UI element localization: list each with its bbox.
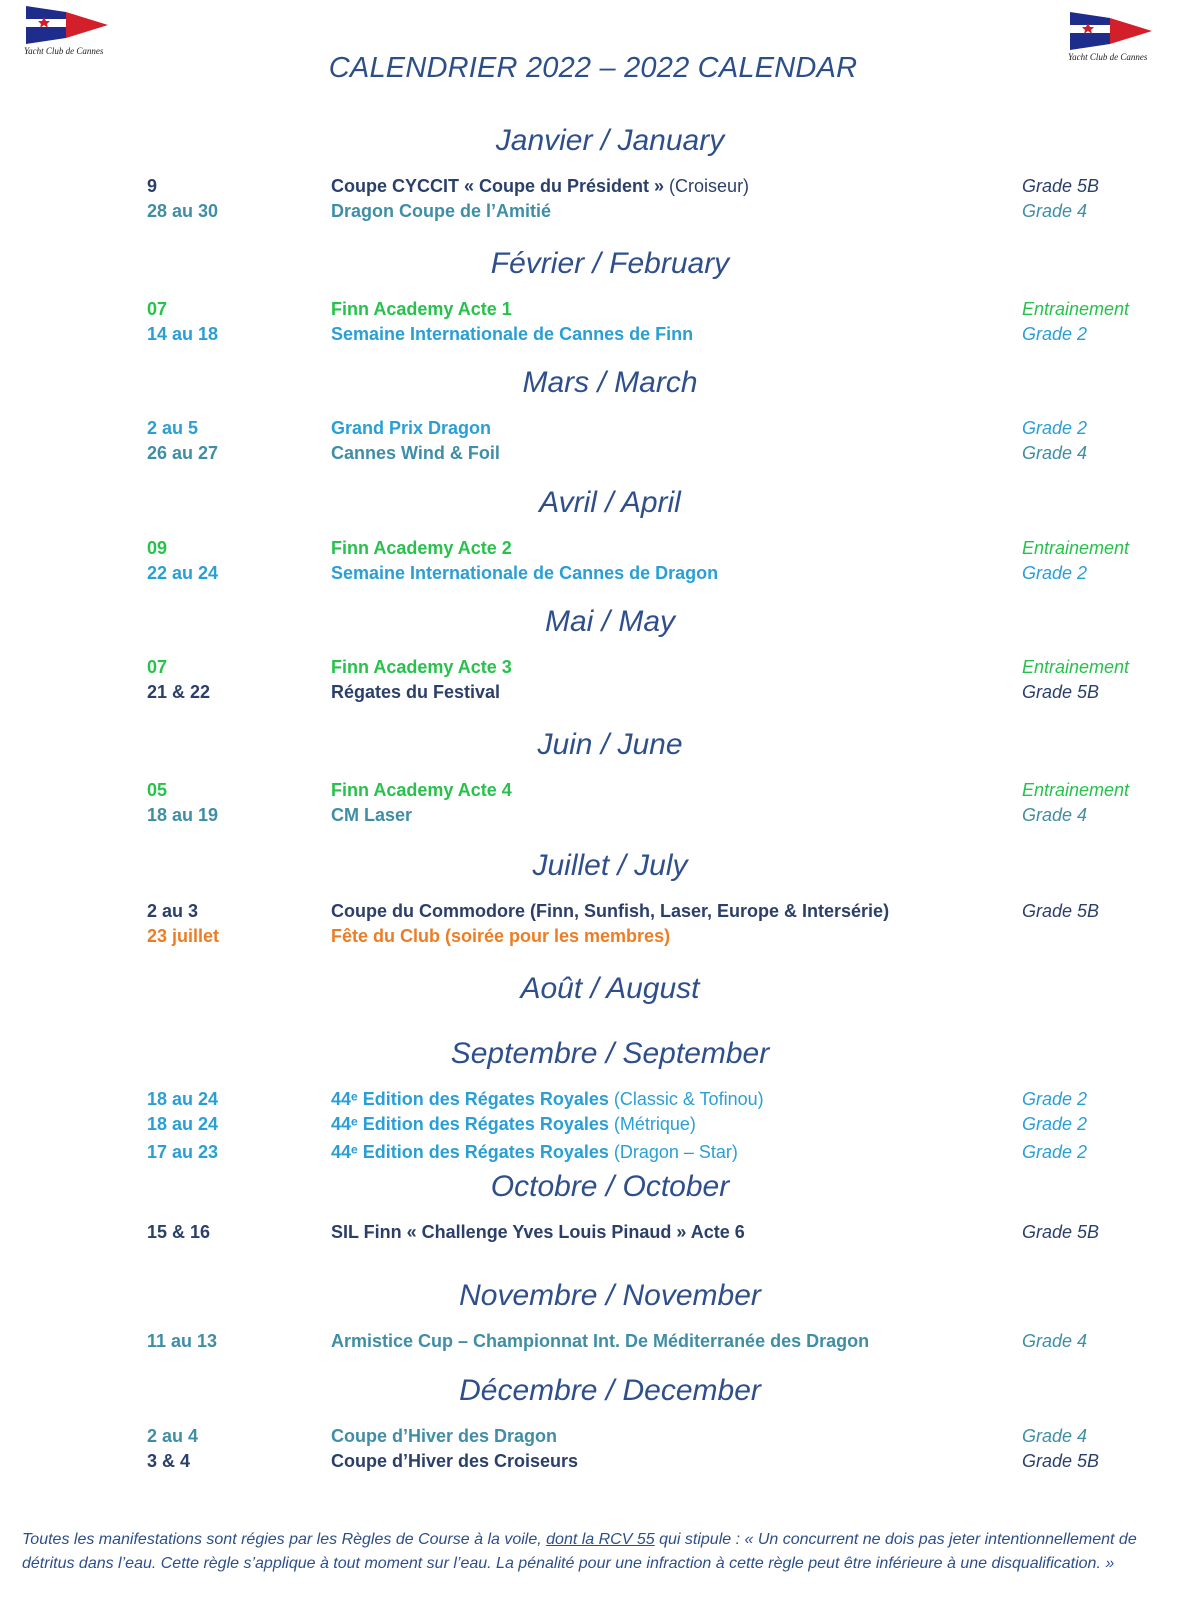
- event-name: [331, 536, 512, 560]
- event-note: (Croiseur): [664, 176, 750, 196]
- event-grade: Grade 2: [1022, 563, 1088, 583]
- event-grade: Grade 2: [1022, 1114, 1088, 1134]
- event-date: 28 au 30: [147, 201, 219, 221]
- event-title: SIL Finn « Challenge Yves Louis Pinaud » Acte 6: [331, 1222, 745, 1242]
- event-title: Coupe du Commodore (Finn, Sunfish, Laser, Europe & Intersérie): [331, 901, 890, 921]
- event-date: 2 au 3: [147, 901, 199, 921]
- event-title: Armistice Cup – Championnat Int. De Méditerranée des Dragon: [331, 1331, 870, 1351]
- event-row: [0, 924, 1186, 948]
- event-grade: Grade 5B: [1022, 682, 1100, 702]
- burgee-flag-icon: [24, 4, 110, 44]
- event-title: 44ᵉ Edition des Régates Royales: [331, 1089, 609, 1109]
- event-title: Régates du Festival: [331, 682, 501, 702]
- month-heading: Septembre / September: [450, 1037, 770, 1070]
- page-title: CALENDRIER 2022 – 2022 CALENDAR: [328, 52, 858, 84]
- event-row: [0, 899, 1186, 923]
- event-date: 17 au 23: [147, 1142, 219, 1162]
- event-note: (Classic & Tofinou): [608, 1089, 764, 1109]
- event-date: 15 & 16: [147, 1222, 211, 1242]
- event-date: 09: [147, 538, 168, 558]
- event-row: [0, 174, 1186, 198]
- event-date: 11 au 13: [147, 1331, 218, 1351]
- event-title: 44ᵉ Edition des Régates Royales: [331, 1114, 609, 1134]
- event-date: 22 au 24: [147, 563, 219, 583]
- event-title: Semaine Internationale de Cannes de Dragon: [331, 563, 719, 583]
- event-date: 2 au 4: [147, 1426, 199, 1446]
- event-date: 07: [147, 657, 168, 677]
- event-name: [331, 924, 670, 948]
- event-row: [0, 803, 1186, 827]
- month-heading: Mars / March: [522, 366, 698, 399]
- month-heading: Avril / April: [539, 486, 681, 519]
- event-grade: Grade 4: [1022, 1426, 1088, 1446]
- event-row: [0, 680, 1186, 704]
- event-note: (Dragon – Star): [608, 1142, 738, 1162]
- event-title: Coupe CYCCIT « Coupe du Président »: [331, 176, 665, 196]
- event-grade: Grade 5B: [1022, 1451, 1100, 1471]
- event-row: [0, 1449, 1186, 1473]
- event-date: 14 au 18: [147, 324, 219, 344]
- event-title: 44ᵉ Edition des Régates Royales: [331, 1142, 609, 1162]
- footnote: [22, 1528, 1172, 1576]
- event-name: [331, 1449, 578, 1473]
- event-name: [331, 174, 749, 198]
- event-date: 05: [147, 780, 168, 800]
- footnote-text-continued: qui stipule : « Un concurrent ne dois pas jeter intentionnellement de détritus dans l’eau. Cette règle s’applique à tout moment sur l’eau. La pénalité pour une infraction à cette règle peut être inférieure à une disqualification. »: [22, 1531, 1137, 1572]
- club-name: Yacht Club de Cannes: [24, 46, 104, 56]
- event-grade: Grade 2: [1022, 1089, 1088, 1109]
- event-grade: Grade 4: [1022, 1331, 1088, 1351]
- event-name: [331, 561, 718, 585]
- event-row: [0, 1112, 1186, 1136]
- event-row: [0, 1140, 1186, 1164]
- event-name: [331, 297, 512, 321]
- burgee-flag-icon: [1068, 10, 1154, 50]
- event-row: [0, 655, 1186, 679]
- event-date: 9: [147, 176, 158, 196]
- event-row: [0, 322, 1186, 346]
- footnote-rule-reference: dont la RCV 55: [546, 1531, 655, 1548]
- event-grade: Grade 5B: [1022, 901, 1100, 921]
- event-grade: Grade 5B: [1022, 176, 1100, 196]
- event-name: [331, 1220, 745, 1244]
- event-name: [331, 680, 500, 704]
- event-date: 2 au 5: [147, 418, 199, 438]
- event-name: [331, 899, 889, 923]
- event-title: Semaine Internationale de Cannes de Finn: [331, 324, 694, 344]
- event-row: [0, 778, 1186, 802]
- month-heading: Novembre / November: [459, 1279, 761, 1312]
- month-heading: Décembre / December: [459, 1374, 761, 1407]
- event-grade: Entrainement: [1022, 780, 1130, 800]
- month-heading: Juin / June: [537, 728, 683, 761]
- event-name: [331, 803, 412, 827]
- event-row: [0, 561, 1186, 585]
- event-grade: Grade 4: [1022, 805, 1088, 825]
- event-title: Grand Prix Dragon: [331, 418, 492, 438]
- event-date: 23 juillet: [147, 926, 220, 946]
- footnote-text: Toutes les manifestations sont régies par les Règles de Course à la voile,: [22, 1531, 547, 1548]
- event-grade: Entrainement: [1022, 299, 1130, 319]
- event-name: [331, 655, 512, 679]
- event-title: Finn Academy Acte 2: [331, 538, 512, 558]
- event-date: 26 au 27: [147, 443, 219, 463]
- event-date: 18 au 24: [147, 1089, 219, 1109]
- event-title: Coupe d’Hiver des Croiseurs: [331, 1451, 579, 1471]
- month-heading: Octobre / October: [490, 1170, 730, 1203]
- event-row: [0, 536, 1186, 560]
- event-title: Finn Academy Acte 4: [331, 780, 512, 800]
- event-title: CM Laser: [331, 805, 413, 825]
- event-title: Cannes Wind & Foil: [331, 443, 500, 463]
- event-grade: Grade 2: [1022, 324, 1088, 344]
- event-row: [0, 297, 1186, 321]
- month-heading: Juillet / July: [532, 849, 688, 882]
- event-grade: Entrainement: [1022, 538, 1130, 558]
- event-date: 3 & 4: [147, 1451, 191, 1471]
- event-name: [331, 441, 500, 465]
- event-grade: Grade 2: [1022, 1142, 1088, 1162]
- event-name: [331, 778, 512, 802]
- event-name: [331, 416, 491, 440]
- event-row: [0, 416, 1186, 440]
- event-date: 07: [147, 299, 168, 319]
- event-note: (Métrique): [608, 1114, 696, 1134]
- event-grade: Grade 4: [1022, 201, 1088, 221]
- event-title: Fête du Club (soirée pour les membres): [331, 926, 671, 946]
- event-date: 18 au 19: [147, 805, 219, 825]
- club-name: Yacht Club de Cannes: [1068, 52, 1148, 62]
- month-heading: Mai / May: [544, 605, 676, 638]
- event-date: 21 & 22: [147, 682, 211, 702]
- month-heading: Août / August: [520, 972, 700, 1005]
- event-row: [0, 1329, 1186, 1353]
- event-row: [0, 1220, 1186, 1244]
- event-name: [331, 1329, 869, 1353]
- event-grade: Grade 2: [1022, 418, 1088, 438]
- month-heading: Janvier / January: [495, 124, 725, 157]
- event-row: [0, 441, 1186, 465]
- event-row: [0, 1424, 1186, 1448]
- club-logo-left: [24, 4, 116, 54]
- month-heading: Février / February: [490, 247, 730, 280]
- event-title: Dragon Coupe de l’Amitié: [331, 201, 552, 221]
- event-name: [331, 1087, 764, 1111]
- event-name: [331, 1140, 738, 1164]
- event-grade: Grade 5B: [1022, 1222, 1100, 1242]
- event-grade: Entrainement: [1022, 657, 1130, 677]
- event-name: [331, 199, 551, 223]
- event-date: 18 au 24: [147, 1114, 219, 1134]
- event-title: Finn Academy Acte 1: [331, 299, 512, 319]
- event-row: [0, 199, 1186, 223]
- event-name: [331, 322, 693, 346]
- event-row: [0, 1087, 1186, 1111]
- event-grade: Grade 4: [1022, 443, 1088, 463]
- event-title: Finn Academy Acte 3: [331, 657, 512, 677]
- event-name: [331, 1424, 557, 1448]
- event-title: Coupe d’Hiver des Dragon: [331, 1426, 558, 1446]
- event-name: [331, 1112, 696, 1136]
